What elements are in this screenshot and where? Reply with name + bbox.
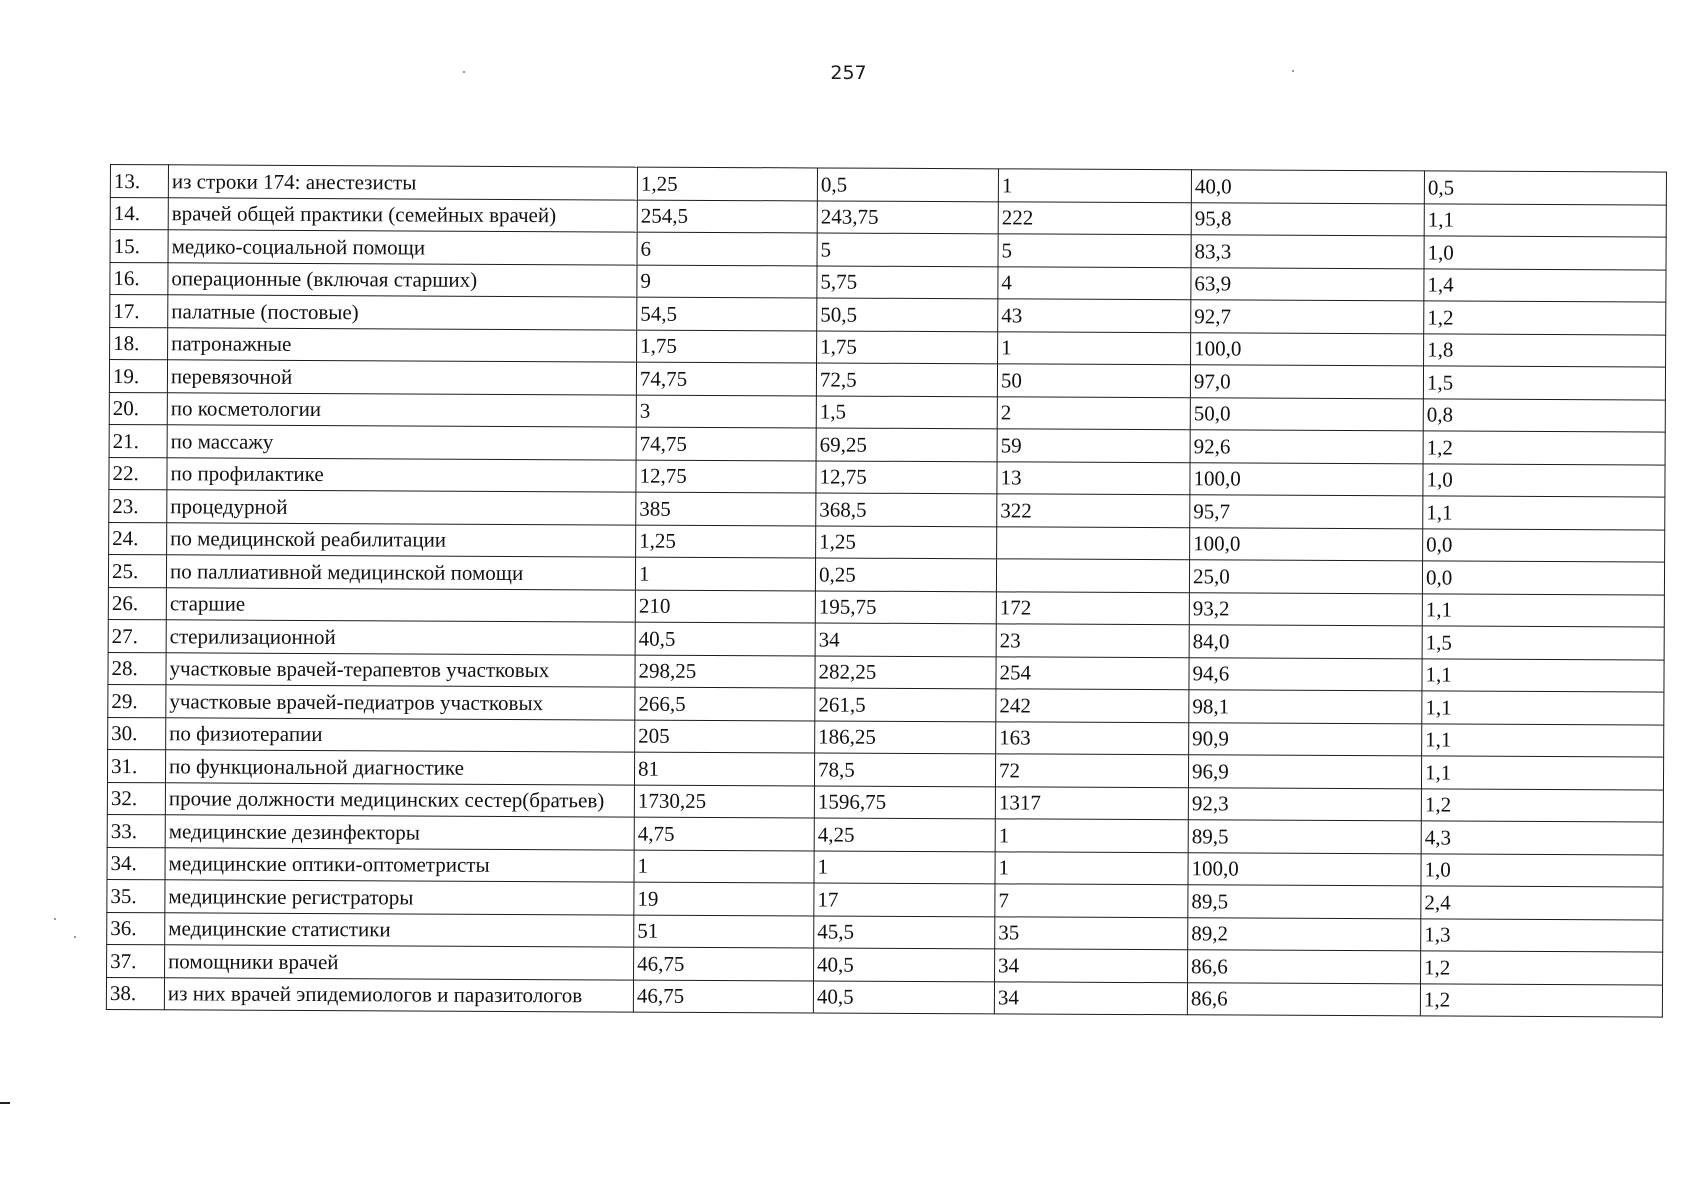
value-col-2-cell: 186,25: [815, 720, 996, 753]
value-col-2-cell: 1596,75: [814, 785, 995, 818]
value-col-4-cell: 89,2: [1188, 917, 1421, 951]
value-col-1-cell: 1,75: [637, 330, 817, 363]
value-col-5-cell: 1,2: [1424, 301, 1666, 335]
value-col-5-cell: 1,5: [1422, 626, 1664, 660]
value-col-3-cell: 1: [995, 819, 1188, 852]
value-col-2-cell: 45,5: [814, 915, 995, 948]
row-number-cell: 34.: [107, 847, 165, 880]
row-number-cell: 23.: [109, 489, 167, 522]
staffing-table: [106, 164, 1667, 1018]
value-col-4-cell: 40,0: [1191, 170, 1424, 204]
value-col-5-cell: 1,2: [1421, 788, 1663, 822]
value-col-1-cell: 1: [634, 850, 814, 883]
value-col-4-cell: 90,9: [1189, 722, 1422, 756]
value-col-2-cell: 0,25: [815, 558, 996, 591]
value-col-3-cell: 1317: [995, 786, 1188, 819]
row-name-cell: из строки 174: анестезисты: [168, 165, 637, 200]
value-col-3-cell: 222: [998, 201, 1191, 234]
value-col-5-cell: 1,1: [1422, 593, 1664, 627]
value-col-2-cell: 69,25: [816, 428, 997, 461]
value-col-5-cell: 4,3: [1421, 821, 1663, 855]
value-col-1-cell: 54,5: [637, 297, 817, 330]
value-col-1-cell: 1,25: [636, 525, 816, 558]
row-name-cell: по медицинской реабилитации: [167, 522, 636, 557]
value-col-4-cell: 96,9: [1188, 755, 1421, 789]
value-col-1-cell: 205: [635, 720, 815, 753]
value-col-2-cell: 4,25: [814, 818, 995, 851]
row-name-cell: помощники врачей: [165, 945, 634, 980]
value-col-4-cell: 100,0: [1191, 332, 1424, 366]
row-name-cell: медико-социальной помощи: [168, 230, 637, 265]
value-col-3-cell: [996, 559, 1189, 592]
value-col-1-cell: 3: [636, 395, 816, 428]
value-col-4-cell: 83,3: [1191, 235, 1424, 269]
value-col-5-cell: 1,1: [1422, 691, 1664, 725]
value-col-4-cell: 92,6: [1190, 430, 1423, 464]
page-number: 257: [830, 62, 867, 84]
row-number-cell: 32.: [107, 782, 165, 815]
row-name-cell: старшие: [166, 587, 635, 622]
value-col-1-cell: 19: [634, 882, 814, 915]
row-name-cell: врачей общей практики (семейных врачей): [168, 197, 637, 232]
value-col-3-cell: 254: [996, 656, 1189, 689]
value-col-1-cell: 210: [635, 590, 815, 623]
scan-speck: [74, 936, 76, 938]
value-col-3-cell: 5: [998, 234, 1191, 267]
row-number-cell: 13.: [110, 165, 168, 198]
value-col-4-cell: 25,0: [1189, 560, 1422, 594]
row-name-cell: по массажу: [167, 425, 636, 460]
row-number-cell: 30.: [108, 717, 166, 750]
value-col-5-cell: 1,0: [1424, 236, 1666, 270]
value-col-1-cell: 298,25: [635, 655, 815, 688]
value-col-2-cell: 50,5: [817, 298, 998, 331]
value-col-3-cell: 35: [995, 916, 1188, 949]
value-col-2-cell: 243,75: [817, 200, 998, 233]
scan-edge-mark: [0, 1102, 10, 1104]
row-name-cell: медицинские оптики-оптометристы: [165, 847, 634, 882]
value-col-2-cell: 78,5: [814, 753, 995, 786]
value-col-5-cell: 1,1: [1424, 203, 1666, 237]
value-col-5-cell: 1,1: [1422, 723, 1664, 757]
value-col-2-cell: 5,75: [817, 265, 998, 298]
value-col-1-cell: 81: [634, 752, 814, 785]
value-col-2-cell: 368,5: [816, 493, 997, 526]
value-col-5-cell: 0,5: [1424, 171, 1666, 205]
value-col-1-cell: 40,5: [635, 622, 815, 655]
row-number-cell: 14.: [110, 197, 168, 230]
row-number-cell: 35.: [107, 879, 165, 912]
value-col-2-cell: 40,5: [813, 980, 994, 1013]
value-col-3-cell: 172: [996, 591, 1189, 624]
row-number-cell: 15.: [110, 230, 168, 263]
value-col-3-cell: 34: [994, 981, 1187, 1014]
value-col-3-cell: 2: [997, 396, 1190, 429]
value-col-5-cell: 1,1: [1422, 658, 1664, 692]
value-col-1-cell: 385: [636, 492, 816, 525]
value-col-3-cell: 322: [997, 494, 1190, 527]
value-col-4-cell: 93,2: [1189, 592, 1422, 626]
value-col-3-cell: 23: [996, 624, 1189, 657]
value-col-5-cell: 0,8: [1423, 398, 1665, 432]
value-col-2-cell: 40,5: [814, 948, 995, 981]
value-col-3-cell: 4: [998, 266, 1191, 299]
value-col-1-cell: 4,75: [634, 817, 814, 850]
value-col-3-cell: 1: [995, 851, 1188, 884]
scan-speck: [1292, 70, 1294, 72]
value-col-4-cell: 97,0: [1190, 365, 1423, 399]
value-col-5-cell: 1,0: [1423, 463, 1665, 497]
value-col-1-cell: 1: [635, 557, 815, 590]
value-col-5-cell: 1,2: [1421, 951, 1663, 985]
row-number-cell: 18.: [110, 327, 168, 360]
row-name-cell: операционные (включая старших): [168, 262, 637, 297]
value-col-3-cell: 43: [998, 299, 1191, 332]
row-name-cell: патронажные: [168, 327, 637, 362]
row-name-cell: по паллиативной медицинской помощи: [166, 555, 635, 590]
value-col-4-cell: 98,1: [1189, 690, 1422, 724]
value-col-3-cell: [997, 526, 1190, 559]
value-col-2-cell: 72,5: [816, 363, 997, 396]
value-col-3-cell: 163: [996, 721, 1189, 754]
value-col-5-cell: 1,4: [1424, 268, 1666, 302]
row-number-cell: 20.: [109, 392, 167, 425]
value-col-1-cell: 6: [637, 232, 817, 265]
row-name-cell: участковые врачей-педиатров участковых: [166, 685, 635, 720]
value-col-3-cell: 34: [995, 949, 1188, 982]
value-col-2-cell: 261,5: [815, 688, 996, 721]
value-col-1-cell: 9: [637, 265, 817, 298]
value-col-1-cell: 46,75: [633, 980, 813, 1013]
value-col-4-cell: 94,6: [1189, 657, 1422, 691]
row-number-cell: 24.: [109, 522, 167, 555]
value-col-4-cell: 100,0: [1190, 527, 1423, 561]
value-col-1-cell: 12,75: [636, 460, 816, 493]
row-number-cell: 26.: [108, 587, 166, 620]
value-col-4-cell: 95,7: [1190, 495, 1423, 529]
value-col-5-cell: 1,3: [1421, 918, 1663, 952]
value-col-3-cell: 72: [995, 754, 1188, 787]
value-col-1-cell: 1,25: [637, 167, 817, 200]
row-number-cell: 31.: [107, 749, 165, 782]
row-number-cell: 37.: [107, 944, 165, 977]
row-number-cell: 17.: [110, 295, 168, 328]
row-name-cell: медицинские регистраторы: [165, 880, 634, 915]
value-col-4-cell: 63,9: [1191, 267, 1424, 301]
value-col-1-cell: 1730,25: [634, 785, 814, 818]
row-number-cell: 29.: [108, 684, 166, 717]
value-col-4-cell: 95,8: [1191, 202, 1424, 236]
value-col-1-cell: 74,75: [636, 362, 816, 395]
row-name-cell: по профилактике: [167, 457, 636, 492]
value-col-4-cell: 86,6: [1187, 982, 1420, 1016]
row-number-cell: 16.: [110, 262, 168, 295]
value-col-5-cell: 1,2: [1420, 983, 1662, 1017]
row-name-cell: перевязочной: [167, 360, 636, 395]
row-name-cell: прочие должности медицинских сестер(братьев): [165, 782, 634, 817]
value-col-4-cell: 92,3: [1188, 787, 1421, 821]
value-col-3-cell: 50: [997, 364, 1190, 397]
value-col-1-cell: 74,75: [636, 427, 816, 460]
row-number-cell: 22.: [109, 457, 167, 490]
value-col-3-cell: 242: [996, 689, 1189, 722]
value-col-3-cell: 1: [998, 331, 1191, 364]
value-col-5-cell: 1,0: [1421, 853, 1663, 887]
row-name-cell: медицинские дезинфекторы: [165, 815, 634, 850]
value-col-2-cell: 1,5: [816, 395, 997, 428]
row-number-cell: 25.: [108, 554, 166, 587]
value-col-3-cell: 59: [997, 429, 1190, 462]
value-col-1-cell: 266,5: [635, 687, 815, 720]
value-col-5-cell: 0,0: [1423, 528, 1665, 562]
row-number-cell: 28.: [108, 652, 166, 685]
row-name-cell: по функциональной диагностике: [165, 750, 634, 785]
row-number-cell: 27.: [108, 619, 166, 652]
value-col-4-cell: 50,0: [1190, 397, 1423, 431]
value-col-5-cell: 1,1: [1421, 756, 1663, 790]
value-col-1-cell: 46,75: [634, 947, 814, 980]
value-col-2-cell: 282,25: [815, 655, 996, 688]
value-col-2-cell: 195,75: [815, 590, 996, 623]
value-col-2-cell: 0,5: [817, 168, 998, 201]
row-number-cell: 38.: [106, 977, 164, 1010]
row-name-cell: по косметологии: [167, 392, 636, 427]
value-col-3-cell: 13: [997, 461, 1190, 494]
value-col-4-cell: 92,7: [1191, 300, 1424, 334]
table-body: [106, 165, 1666, 1018]
value-col-5-cell: 0,0: [1422, 561, 1664, 595]
table-container: [106, 164, 1666, 1018]
value-col-3-cell: 1: [998, 169, 1191, 202]
row-name-cell: палатные (постовые): [168, 295, 637, 330]
row-name-cell: стерилизационной: [166, 620, 635, 655]
value-col-2-cell: 1,75: [817, 330, 998, 363]
scan-speck: [54, 918, 56, 920]
row-name-cell: медицинские статистики: [165, 912, 634, 947]
value-col-3-cell: 7: [995, 884, 1188, 917]
table-row: [106, 977, 1662, 1017]
value-col-5-cell: 1,5: [1423, 366, 1665, 400]
value-col-2-cell: 17: [814, 883, 995, 916]
value-col-2-cell: 12,75: [816, 460, 997, 493]
row-name-cell: из них врачей эпидемиологов и паразитологов: [164, 977, 633, 1012]
row-number-cell: 36.: [107, 912, 165, 945]
value-col-4-cell: 86,6: [1188, 950, 1421, 984]
row-name-cell: процедурной: [167, 490, 636, 525]
row-name-cell: по физиотерапии: [166, 717, 635, 752]
value-col-4-cell: 84,0: [1189, 625, 1422, 659]
value-col-1-cell: 254,5: [637, 200, 817, 233]
value-col-5-cell: 1,1: [1423, 496, 1665, 530]
value-col-4-cell: 100,0: [1188, 852, 1421, 886]
value-col-4-cell: 100,0: [1190, 462, 1423, 496]
row-name-cell: участковые врачей-терапевтов участковых: [166, 652, 635, 687]
value-col-2-cell: 5: [817, 233, 998, 266]
value-col-5-cell: 1,8: [1424, 333, 1666, 367]
row-number-cell: 19.: [109, 360, 167, 393]
row-number-cell: 21.: [109, 424, 167, 457]
value-col-5-cell: 1,2: [1423, 431, 1665, 465]
value-col-4-cell: 89,5: [1188, 885, 1421, 919]
value-col-5-cell: 2,4: [1421, 886, 1663, 920]
value-col-4-cell: 89,5: [1188, 820, 1421, 854]
value-col-2-cell: 34: [815, 623, 996, 656]
value-col-2-cell: 1,25: [816, 525, 997, 558]
value-col-2-cell: 1: [814, 850, 995, 883]
value-col-1-cell: 51: [634, 915, 814, 948]
scan-speck: [463, 71, 465, 73]
row-number-cell: 33.: [107, 814, 165, 847]
